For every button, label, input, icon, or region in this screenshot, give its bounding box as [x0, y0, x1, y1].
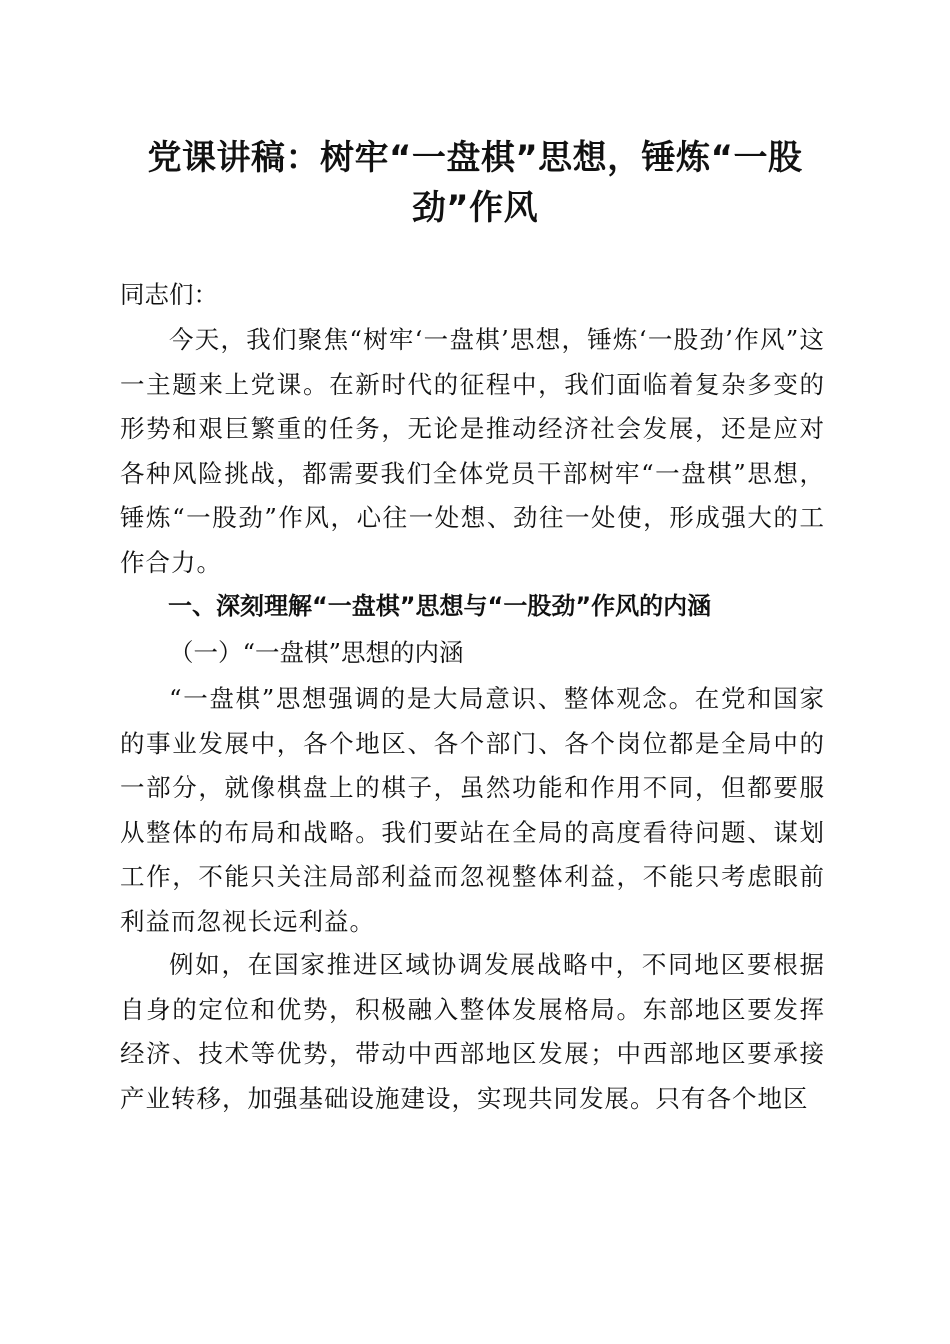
paragraph-intro: 今天，我们聚焦“树牢‘一盘棋’思想，锤炼‘一股劲’作风”这一主题来上党课。在新时代的征程中，我们面临着复杂多变的形势和艰巨繁重的任务，无论是推动经济社会发展，还是应对各种风险挑战，都需要我们全体党员干部树牢“一盘棋”思想，锤炼“一股劲”作风，心往一处想、劲往一处使，形成强大的工作合力。	[120, 325, 825, 577]
subsection-heading-1-1: （一）“一盘棋”思想的内涵	[169, 638, 464, 667]
section-heading-1: 一、深刻理解“一盘棋”思想与“一股劲”作风的内涵	[168, 592, 712, 620]
document-title: 党课讲稿：树牢“一盘棋”思想，锤炼“一股劲”作风	[147, 138, 803, 228]
paragraph-example: 例如，在国家推进区域协调发展战略中，不同地区要根据自身的定位和优势，积极融入整体发展格局。东部地区要发挥经济、技术等优势，带动中西部地区发展；中西部地区要承接产业转移，加强基础设施建设，实现共同发展。只有各个地区	[120, 950, 825, 1113]
paragraph-meaning: “一盘棋”思想强调的是大局意识、整体观念。在党和国家的事业发展中，各个地区、各个部门、各个岗位都是全局中的一部分，就像棋盘上的棋子，虽然功能和作用不同，但都要服从整体的布局和战略。我们要站在全局的高度看待问题、谋划工作，不能只关注局部利益而忽视整体利益，不能只考虑眼前利益而忽视长远利益。	[120, 684, 825, 936]
salutation: 同志们：	[120, 280, 218, 309]
